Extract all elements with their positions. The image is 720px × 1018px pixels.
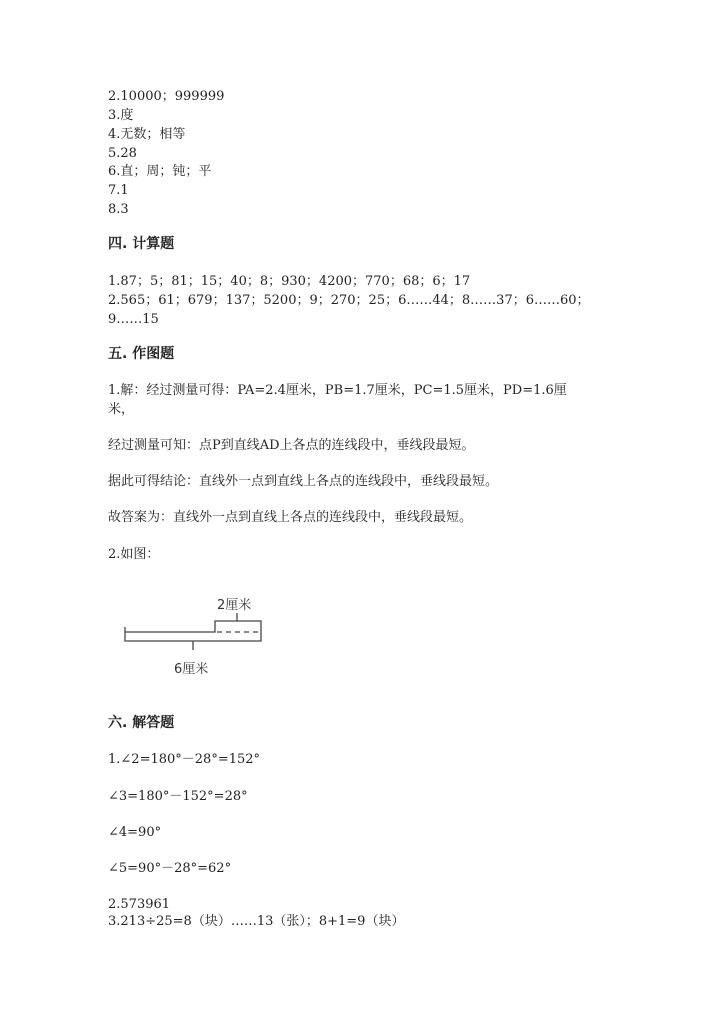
answer-line: 9……15	[108, 312, 159, 327]
answer-line: 8.3	[108, 202, 129, 217]
answer-line: 4.无数；相等	[108, 127, 186, 142]
answer-line: 7.1	[108, 183, 129, 198]
answer-line: 3.度	[108, 108, 134, 123]
section-heading: 四. 计算题	[108, 236, 175, 252]
bottom-label: 6厘米	[174, 662, 209, 677]
answer-line: ∠5=90°－28°=62°	[108, 861, 232, 876]
answer-line: 故答案为：直线外一点到直线上各点的连线段中，垂线段最短。	[108, 510, 473, 525]
answer-line: 2.10000；999999	[108, 89, 225, 104]
answer-line: ∠3=180°－152°=28°	[108, 789, 248, 804]
answer-line: 2.573961	[108, 897, 171, 912]
answer-line: 经过测量可知：点P到直线AD上各点的连线段中，垂线段最短。	[108, 438, 475, 453]
section-heading: 五. 作图题	[108, 346, 175, 362]
answer-line: 2.565；61；679；137；5200；9；270；25；6……44；8……37；6……60；	[108, 293, 590, 308]
answer-line: 1.87；5；81；15；40；8；930；4200；770；68；6；17	[108, 274, 471, 289]
answer-line: 3.213÷25=8（块）……13（张）；8+1=9（块）	[108, 914, 405, 929]
section-heading: 六. 解答题	[108, 715, 175, 731]
answer-line: 6.直；周；钝；平	[108, 164, 212, 179]
answer-line: 1.解：经过测量可得：PA=2.4厘米，PB=1.7厘米，PC=1.5厘米，PD=1.6厘	[108, 383, 567, 398]
answer-line: 5.28	[108, 146, 137, 161]
answer-line: 米，	[108, 402, 135, 417]
diagram-lines	[125, 621, 261, 641]
answer-line: 1.∠2=180°－28°=152°	[108, 752, 261, 767]
top-label: 2厘米	[217, 598, 252, 613]
answer-line: 2.如图：	[108, 547, 160, 562]
answer-line: 据此可得结论：直线外一点到直线上各点的连线段中，垂线段最短。	[108, 474, 499, 489]
answer-line: ∠4=90°	[108, 825, 162, 840]
